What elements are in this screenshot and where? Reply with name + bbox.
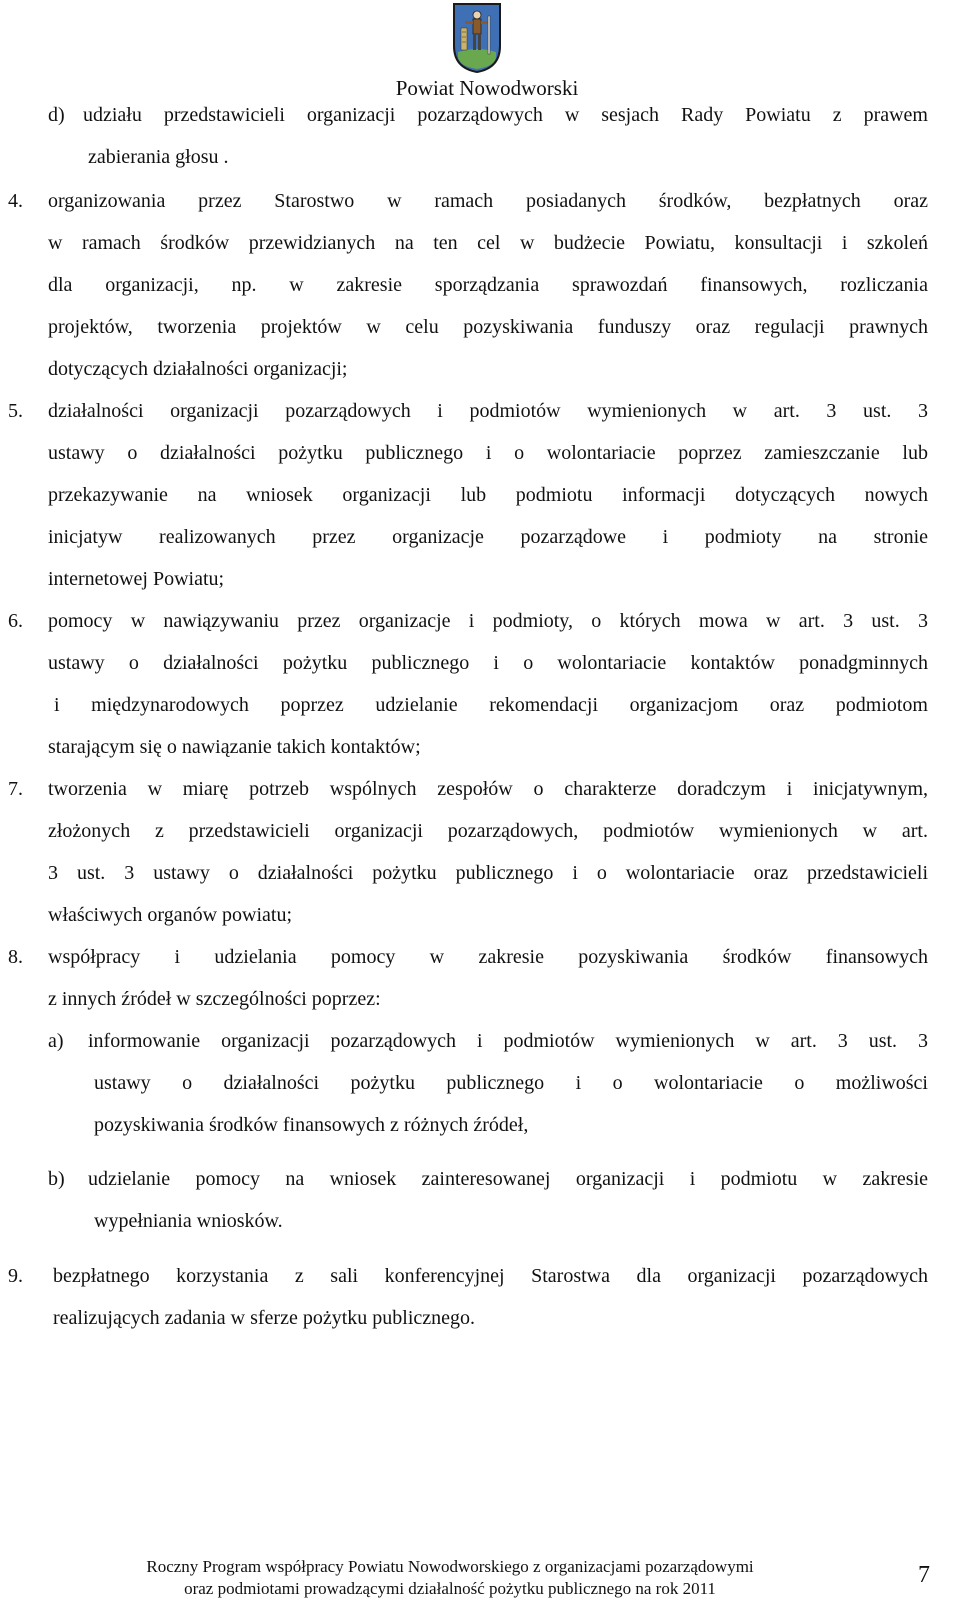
item-line: właściwych organów powiatu;	[48, 904, 293, 926]
item-line: 3 ust. 3 ustawy o działalności pożytku publicznego i o wolontariacie oraz przedstawicieli	[48, 862, 928, 884]
item-line: realizujących zadania w sferze pożytku publicznego.	[53, 1307, 476, 1329]
item-line: tworzenia w miarę potrzeb wspólnych zespołów o charakterze doradczym i inicjatywnym,	[48, 778, 928, 800]
item-line: internetowej Powiatu;	[48, 568, 225, 590]
item-line: pomocy w nawiązywaniu przez organizacje i podmioty, o których mowa w art. 3 ust. 3	[48, 610, 928, 632]
coat-of-arms-icon	[452, 2, 502, 74]
page-footer	[0, 1556, 900, 1600]
item-line: starającym się o nawiązanie takich kontaktów;	[48, 736, 421, 758]
item-line: bezpłatnego korzystania z sali konferencyjnej Starostwa dla organizacji pozarządowych	[53, 1265, 928, 1287]
item-line: organizowania przez Starostwo w ramach posiadanych środków, bezpłatnych oraz	[48, 190, 928, 212]
item-marker: 8.	[8, 946, 23, 968]
item-marker: 7.	[8, 778, 23, 800]
item-line: działalności organizacji pozarządowych i podmiotów wymienionych w art. 3 ust. 3	[48, 400, 928, 422]
item-line: ustawy o działalności pożytku publicznego i o wolontariacie kontaktów ponadgminnych	[48, 652, 928, 674]
page-number: 7	[918, 1562, 930, 1588]
item-line: dla organizacji, np. w zakresie sporządzania sprawozdań finansowych, rozliczania	[48, 274, 928, 296]
item-line: projektów, tworzenia projektów w celu pozyskiwania funduszy oraz regulacji prawnych	[48, 316, 928, 338]
header-title-text: Powiat Nowodworski	[395, 76, 579, 100]
item-line: ustawy o działalności pożytku publicznego i o wolontariacie o możliwości	[94, 1072, 928, 1094]
item-marker: 5.	[8, 400, 23, 422]
item-line: z innych źródeł w szczególności poprzez:	[48, 988, 381, 1010]
item-line: pozyskiwania środków finansowych z różnych źródeł,	[94, 1114, 529, 1136]
item-line: informowanie organizacji pozarządowych i podmiotów wymienionych w art. 3 ust. 3	[88, 1030, 928, 1052]
item-line: przekazywanie na wniosek organizacji lub podmiotu informacji dotyczących nowych	[48, 484, 928, 506]
item-marker: 4.	[8, 190, 23, 212]
item-line: ustawy o działalności pożytku publicznego i o wolontariacie poprzez zamieszczanie lub	[48, 442, 928, 464]
item-marker: d)	[48, 104, 65, 126]
item-line: zabierania głosu .	[88, 146, 229, 168]
item-marker: 6.	[8, 610, 23, 632]
item-line: inicjatyw realizowanych przez organizacje pozarządowe i podmioty na stronie	[48, 526, 928, 548]
footer-line-1: Roczny Program współpracy Powiatu Nowodworskiego z organizacjami pozarządowymi	[146, 1557, 754, 1576]
item-marker: 9.	[8, 1265, 23, 1287]
item-marker: a)	[48, 1030, 64, 1052]
item-line: dotyczących działalności organizacji;	[48, 358, 348, 380]
item-line: w ramach środków przewidzianych na ten cel w budżecie Powiatu, konsultacji i szkoleń	[48, 232, 928, 254]
item-marker: b)	[48, 1168, 65, 1190]
item-line: złożonych z przedstawicieli organizacji pozarządowych, podmiotów wymienionych w art.	[48, 820, 928, 842]
item-line: udziału przedstawicieli organizacji pozarządowych w sesjach Rady Powiatu z prawem	[83, 104, 928, 126]
item-line: udzielanie pomocy na wniosek zainteresowanej organizacji i podmiotu w zakresie	[88, 1168, 928, 1190]
item-line: współpracy i udzielania pomocy w zakresie pozyskiwania środków finansowych	[48, 946, 928, 968]
item-line: i międzynarodowych poprzez udzielanie rekomendacji organizacjom oraz podmiotom	[54, 694, 928, 716]
item-line: wypełniania wniosków.	[94, 1210, 283, 1232]
footer-line-2: oraz podmiotami prowadzącymi działalność pożytku publicznego na rok 2011	[184, 1579, 716, 1598]
